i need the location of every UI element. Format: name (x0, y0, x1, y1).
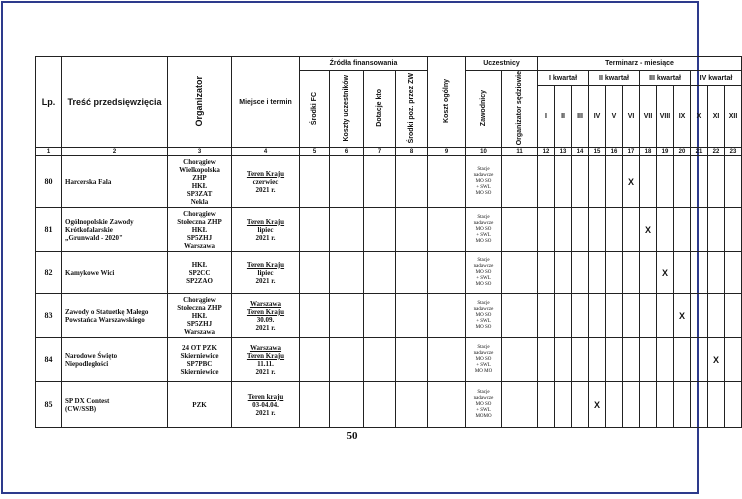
empty-cell (300, 294, 330, 338)
month-cell-II (555, 208, 572, 252)
text-line: Nekla (190, 197, 209, 206)
column-number: 2 (62, 148, 168, 156)
text-line: Skierniewice (180, 367, 219, 376)
row-organizator (168, 382, 232, 428)
text-line: + SWL (476, 184, 491, 190)
empty-cell (428, 294, 466, 338)
month-cell-I (538, 252, 555, 294)
text-line: MO SO (475, 401, 492, 407)
month-cell-III (572, 156, 589, 208)
header-koszty-uczestnikow (330, 71, 364, 148)
text-line: Stołeczna ZHP (177, 303, 222, 312)
text-line: nadawcze (473, 172, 494, 178)
column-number: 21 (691, 148, 708, 156)
month-cell-I (538, 294, 555, 338)
month-cell-XI (708, 208, 725, 252)
header-uczestnicy: Uczestnicy (466, 57, 538, 71)
text-line: Stacje (477, 300, 490, 306)
header-organizator-label: Organizator (193, 75, 204, 127)
header-zrodla: Źródła finansowania (300, 57, 428, 71)
month-mark-VIII: X (657, 252, 674, 294)
text-line: 2021 r. (255, 185, 276, 194)
row-tresc (62, 208, 168, 252)
text-line: MO MO (474, 368, 493, 374)
text-line: nadawcze (473, 306, 494, 312)
text-line: Teren Kraju (246, 169, 285, 178)
month-mark-IX: X (674, 294, 691, 338)
month-cell-X (691, 382, 708, 428)
header-srodki-poz-zw-label: Środki poz. przez ZW (407, 72, 415, 144)
header-terminarz: Terminarz - miesiące (538, 57, 742, 71)
row-lp: 83 (36, 294, 62, 338)
column-number: 12 (538, 148, 555, 156)
empty-cell (330, 156, 364, 208)
month-cell-VIII (657, 382, 674, 428)
month-cell-III (572, 338, 589, 382)
month-cell-III (572, 382, 589, 428)
header-kwartal-1: I kwartał (538, 71, 589, 86)
row-zawodnicy (466, 252, 502, 294)
text-line: + SWL (476, 232, 491, 238)
row-lp: 80 (36, 156, 62, 208)
row-organizator (168, 208, 232, 252)
text-line: 2021 r. (255, 276, 276, 285)
header-koszt-ogolny-label: Koszt ogólny (442, 79, 450, 124)
header-zawodnicy (466, 71, 502, 148)
header-month-VI: VI (623, 86, 640, 148)
column-number: 18 (640, 148, 657, 156)
month-cell-VI (623, 208, 640, 252)
empty-cell (396, 382, 428, 428)
text-line: SP DX Contest (65, 396, 110, 405)
text-line: Narodowe Święto (65, 351, 118, 360)
month-cell-IX (674, 382, 691, 428)
text-line: 03-04.04. (252, 400, 279, 409)
month-cell-VII (640, 252, 657, 294)
text-line: Teren Kraju (246, 260, 285, 269)
text-line: nadawcze (473, 220, 494, 226)
empty-cell (428, 382, 466, 428)
column-number: 9 (428, 148, 466, 156)
month-cell-VIII (657, 156, 674, 208)
text-line: Teren Kraju (246, 307, 285, 316)
table-row (36, 208, 742, 252)
month-cell-VI (623, 338, 640, 382)
page-number: 50 (346, 430, 358, 442)
row-lp: 85 (36, 382, 62, 428)
text-line: SP2CC (188, 268, 211, 277)
month-mark-VII: X (640, 208, 657, 252)
text-line: MO SO (475, 178, 492, 184)
empty-cell (330, 294, 364, 338)
column-number: 3 (168, 148, 232, 156)
empty-cell (396, 338, 428, 382)
empty-cell (502, 338, 538, 382)
empty-cell (428, 208, 466, 252)
header-zawodnicy-label: Zawodnicy (479, 90, 487, 127)
empty-cell (364, 338, 396, 382)
month-cell-VIII (657, 208, 674, 252)
month-cell-V (606, 252, 623, 294)
month-cell-III (572, 294, 589, 338)
month-cell-V (606, 382, 623, 428)
month-cell-VIII (657, 338, 674, 382)
column-number: 14 (572, 148, 589, 156)
empty-cell (364, 156, 396, 208)
month-cell-VII (640, 294, 657, 338)
row-tresc (62, 338, 168, 382)
column-number: 22 (708, 148, 725, 156)
text-line: ZHP (192, 173, 207, 182)
header-dotacje-kto-label: Dotacje kto (375, 89, 383, 128)
empty-cell (330, 338, 364, 382)
text-line: Warszawa (249, 299, 282, 308)
text-line: nadawcze (473, 263, 494, 269)
month-cell-XII (725, 382, 742, 428)
month-cell-I (538, 156, 555, 208)
text-line: lipiec (257, 225, 274, 234)
column-number: 1 (36, 148, 62, 156)
row-tresc (62, 156, 168, 208)
row-lp: 84 (36, 338, 62, 382)
header-month-II: II (555, 86, 572, 148)
text-line: 30.09. (256, 315, 275, 324)
header-month-V: V (606, 86, 623, 148)
column-number: 13 (555, 148, 572, 156)
header-month-XI: XI (708, 86, 725, 148)
text-line: Teren kraju (247, 392, 284, 401)
header-month-VII: VII (640, 86, 657, 148)
header-kwartal-3: III kwartał (640, 71, 691, 86)
text-line: Chorągiew (183, 209, 216, 218)
row-organizator (168, 294, 232, 338)
text-line: 2021 r. (255, 323, 276, 332)
text-line: MO SO (475, 356, 492, 362)
text-line: HKŁ (191, 181, 208, 190)
row-miejsce (232, 208, 300, 252)
month-cell-II (555, 338, 572, 382)
text-line: Niepodległości (65, 359, 109, 368)
table-row (36, 338, 742, 382)
month-cell-IV (589, 294, 606, 338)
month-cell-XI (708, 294, 725, 338)
month-cell-VI (623, 382, 640, 428)
row-miejsce (232, 156, 300, 208)
month-cell-XII (725, 208, 742, 252)
empty-cell (300, 382, 330, 428)
header-month-IV: IV (589, 86, 606, 148)
text-line: 2021 r. (255, 367, 276, 376)
column-number: 11 (502, 148, 538, 156)
month-cell-II (555, 252, 572, 294)
month-mark-IV: X (589, 382, 606, 428)
header-month-III: III (572, 86, 589, 148)
text-line: Skierniewice (180, 351, 219, 360)
empty-cell (364, 382, 396, 428)
empty-cell (396, 252, 428, 294)
text-line: HKŁ (191, 311, 208, 320)
header-koszty-uczestnikow-label: Koszty uczestników (342, 74, 350, 142)
empty-cell (330, 252, 364, 294)
empty-cell (364, 208, 396, 252)
month-cell-X (691, 156, 708, 208)
month-cell-XI (708, 252, 725, 294)
month-cell-XII (725, 294, 742, 338)
column-number: 20 (674, 148, 691, 156)
text-line: MO SO (475, 190, 492, 196)
month-cell-XII (725, 338, 742, 382)
text-line: Stacje (477, 344, 490, 350)
row-miejsce (232, 294, 300, 338)
table-row (36, 156, 742, 208)
row-zawodnicy (466, 338, 502, 382)
text-line: (CW/SSB) (65, 404, 97, 413)
text-line: SP7PBC (186, 359, 213, 368)
empty-cell (396, 208, 428, 252)
empty-cell (502, 252, 538, 294)
text-line: nadawcze (473, 350, 494, 356)
empty-cell (502, 294, 538, 338)
row-zawodnicy (466, 382, 502, 428)
schedule-table (35, 56, 742, 428)
column-number: 16 (606, 148, 623, 156)
header-srodki-fc (300, 71, 330, 148)
text-line: 24 OT PZK (182, 343, 217, 352)
column-number: 4 (232, 148, 300, 156)
header-miejsce: Miejsce i termin (232, 57, 300, 148)
text-line: Kamykowe Wici (65, 268, 115, 277)
column-number: 23 (725, 148, 742, 156)
row-miejsce (232, 252, 300, 294)
month-mark-XI: X (708, 338, 725, 382)
month-cell-I (538, 382, 555, 428)
month-cell-IX (674, 338, 691, 382)
empty-cell (300, 338, 330, 382)
month-cell-V (606, 338, 623, 382)
text-line: Harcerska Fala (65, 177, 112, 186)
text-line: HKŁ (191, 260, 208, 269)
text-line: Stacje (477, 257, 490, 263)
text-line: Ogólnopolskie Zawody (65, 217, 134, 226)
month-cell-II (555, 294, 572, 338)
empty-cell (502, 156, 538, 208)
month-cell-IV (589, 208, 606, 252)
row-miejsce (232, 382, 300, 428)
text-line: MO SO (475, 324, 492, 330)
empty-cell (364, 252, 396, 294)
month-cell-X (691, 252, 708, 294)
text-line: Stołeczna ZHP (177, 217, 222, 226)
text-line: SP5ZHJ (186, 319, 213, 328)
header-tresc: Treść przedsięwzięcia (62, 57, 168, 148)
empty-cell (396, 294, 428, 338)
month-cell-II (555, 156, 572, 208)
month-cell-VII (640, 156, 657, 208)
text-line: PZK (192, 400, 207, 409)
row-zawodnicy (466, 156, 502, 208)
month-cell-XII (725, 156, 742, 208)
month-cell-X (691, 294, 708, 338)
text-line: 11.11. (257, 359, 274, 368)
month-cell-X (691, 208, 708, 252)
empty-cell (396, 156, 428, 208)
empty-cell (364, 294, 396, 338)
row-lp: 82 (36, 252, 62, 294)
month-mark-VI: X (623, 156, 640, 208)
month-cell-II (555, 382, 572, 428)
text-line: Powstańca Warszawskiego (65, 315, 145, 324)
text-line: HKŁ (191, 225, 208, 234)
month-cell-IX (674, 208, 691, 252)
table-row (36, 252, 742, 294)
empty-cell (502, 208, 538, 252)
empty-cell (428, 156, 466, 208)
text-line: SP3ZAT (186, 189, 213, 198)
text-line: Warszawa (183, 327, 216, 336)
month-cell-VII (640, 382, 657, 428)
header-month-IX: IX (674, 86, 691, 148)
header-srodki-poz-zw (396, 71, 428, 148)
header-kwartal-2: II kwartał (589, 71, 640, 86)
month-cell-VII (640, 338, 657, 382)
empty-cell (428, 338, 466, 382)
month-cell-V (606, 294, 623, 338)
empty-cell (330, 382, 364, 428)
text-line: Chorągiew (183, 295, 216, 304)
row-miejsce (232, 338, 300, 382)
row-tresc (62, 294, 168, 338)
text-line: 2021 r. (255, 233, 276, 242)
text-line: Krótkofalarskie (65, 225, 113, 234)
header-organizator-sedziowie-label: Organizator sędziowie (515, 71, 523, 146)
text-line: + SWL (476, 362, 491, 368)
row-organizator (168, 338, 232, 382)
header-month-XII: XII (725, 86, 742, 148)
column-number: 10 (466, 148, 502, 156)
table-row (36, 294, 742, 338)
table-row (36, 382, 742, 428)
text-line: Stacje (477, 166, 490, 172)
month-cell-IX (674, 156, 691, 208)
row-tresc (62, 252, 168, 294)
month-cell-I (538, 338, 555, 382)
header-koszt-ogolny (428, 57, 466, 148)
text-line: Chorągiew (183, 157, 216, 166)
column-number: 7 (364, 148, 396, 156)
empty-cell (330, 208, 364, 252)
column-number: 19 (657, 148, 674, 156)
header-srodki-fc-label: Środki FC (310, 91, 318, 125)
text-line: „Grunwald - 2020" (65, 233, 123, 242)
month-cell-XI (708, 156, 725, 208)
text-line: + SWL (476, 275, 491, 281)
header-kwartal-4: IV kwartał (691, 71, 742, 86)
row-zawodnicy (466, 294, 502, 338)
column-number: 5 (300, 148, 330, 156)
header-month-X: X (691, 86, 708, 148)
text-line: 2021 r. (255, 408, 276, 417)
text-line: SP5ZHJ (186, 233, 213, 242)
text-line: Warszawa (183, 241, 216, 250)
row-tresc (62, 382, 168, 428)
row-organizator (168, 156, 232, 208)
text-line: czerwiec (252, 177, 279, 186)
text-line: SP2ZAO (186, 276, 213, 285)
header-lp: Lp. (36, 57, 62, 148)
text-line: MOMO (475, 413, 492, 419)
header-organizator-sedziowie (502, 71, 538, 148)
text-line: + SWL (476, 318, 491, 324)
empty-cell (300, 252, 330, 294)
text-line: Teren Kraju (246, 351, 285, 360)
column-number: 6 (330, 148, 364, 156)
month-cell-XI (708, 382, 725, 428)
text-line: Wielkopolska (179, 165, 220, 174)
header-month-I: I (538, 86, 555, 148)
text-line: MO SO (475, 238, 492, 244)
month-cell-VIII (657, 294, 674, 338)
month-cell-V (606, 208, 623, 252)
header-organizator (168, 57, 232, 148)
month-cell-III (572, 252, 589, 294)
month-cell-IV (589, 156, 606, 208)
text-line: Stacje (477, 214, 490, 220)
text-line: Stacje (477, 389, 490, 395)
schedule-table-container (35, 56, 738, 426)
column-number: 8 (396, 148, 428, 156)
month-cell-XII (725, 252, 742, 294)
month-cell-VI (623, 294, 640, 338)
text-line: MO SO (475, 281, 492, 287)
month-cell-V (606, 156, 623, 208)
text-line: Teren Kraju (246, 217, 285, 226)
month-cell-IV (589, 338, 606, 382)
text-line: lipiec (257, 268, 274, 277)
month-cell-X (691, 338, 708, 382)
month-cell-VI (623, 252, 640, 294)
text-line: MO SO (475, 269, 492, 275)
column-number: 15 (589, 148, 606, 156)
empty-cell (300, 156, 330, 208)
empty-cell (502, 382, 538, 428)
month-cell-IV (589, 252, 606, 294)
text-line: Warszawa (249, 343, 282, 352)
text-line: + SWL (476, 407, 491, 413)
column-number: 17 (623, 148, 640, 156)
text-line: MO SO (475, 226, 492, 232)
row-zawodnicy (466, 208, 502, 252)
month-cell-I (538, 208, 555, 252)
header-dotacje-kto (364, 71, 396, 148)
month-cell-III (572, 208, 589, 252)
empty-cell (428, 252, 466, 294)
row-organizator (168, 252, 232, 294)
row-lp: 81 (36, 208, 62, 252)
month-cell-IX (674, 252, 691, 294)
text-line: nadawcze (473, 395, 494, 401)
header-month-VIII: VIII (657, 86, 674, 148)
empty-cell (300, 208, 330, 252)
text-line: MO SO (475, 312, 492, 318)
text-line: Zawody o Statuetkę Małego (65, 307, 149, 316)
